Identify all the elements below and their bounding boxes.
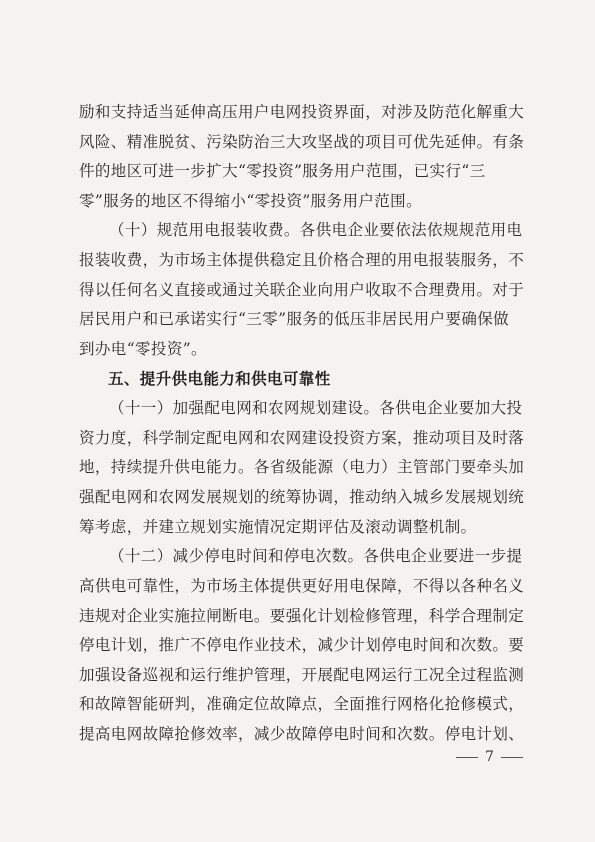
text-line: （十）规范用电报装收费。各供电企业要依法依规规范用电 <box>109 221 523 239</box>
text-line: （十一）加强配电网和农网规划建设。各供电企业要加大投 <box>109 399 523 417</box>
text-line: 励和支持适当延伸高压用户电网投资界面，对涉及防范化解重大 <box>79 103 525 121</box>
text-line: 件的地区可进一步扩大“零投资”服务用户范围，已实行“三 <box>79 162 486 180</box>
text-line: 报装收费，为市场主体提供稳定且价格合理的用电报装服务，不 <box>79 251 525 269</box>
text-line: 得以任何名义直接或通过关联企业向用户收取不合理费用。对于 <box>79 281 525 299</box>
text-line: 强配电网和农网发展规划的统筹协调，推动纳入城乡发展规划统 <box>79 488 525 506</box>
text-line: 高供电可靠性，为市场主体提供更好用电保障，不得以各种名义 <box>79 577 525 595</box>
text-line: 筹考虑，并建立规划实施情况定期评估及滚动调整机制。 <box>79 518 477 536</box>
dash-right <box>501 757 523 758</box>
text-line: （十二）减少停电时间和停电次数。各供电企业要进一步提 <box>109 547 523 565</box>
section-heading: 五、提升供电能力和供电可靠性 <box>108 370 331 388</box>
dash-left <box>456 757 478 758</box>
text-line: 停电计划，推广不停电作业技术，减少计划停电时间和次数。要 <box>79 636 525 654</box>
page-number <box>456 748 523 766</box>
text-line: 提高电网故障抢修效率，减少故障停电时间和次数。停电计划、 <box>79 725 525 743</box>
text-line: 居民用户和已承诺实行“三零”服务的低压非居民用户要确保做 <box>79 310 510 328</box>
text-line: 地，持续提升供电能力。各省级能源（电力）主管部门要牵头加 <box>79 458 525 476</box>
page-number-text: 7 <box>485 749 494 765</box>
text-line: 到办电“零投资”。 <box>79 340 207 358</box>
text-line: 零”服务的地区不得缩小“零投资”服务用户范围。 <box>79 192 422 210</box>
text-line: 风险、精准脱贫、污染防治三大攻坚战的项目可优先延伸。有条 <box>79 133 525 151</box>
text-line: 违规对企业实施拉闸断电。要强化计划检修管理，科学合理制定 <box>79 607 525 625</box>
text-line: 资力度，科学制定配电网和农网建设投资方案，推动项目及时落 <box>79 429 525 447</box>
text-line: 和故障智能研判，准确定位故障点，全面推行网格化抢修模式， <box>79 695 525 713</box>
text-line: 加强设备巡视和运行维护管理，开展配电网运行工况全过程监测 <box>79 666 525 684</box>
